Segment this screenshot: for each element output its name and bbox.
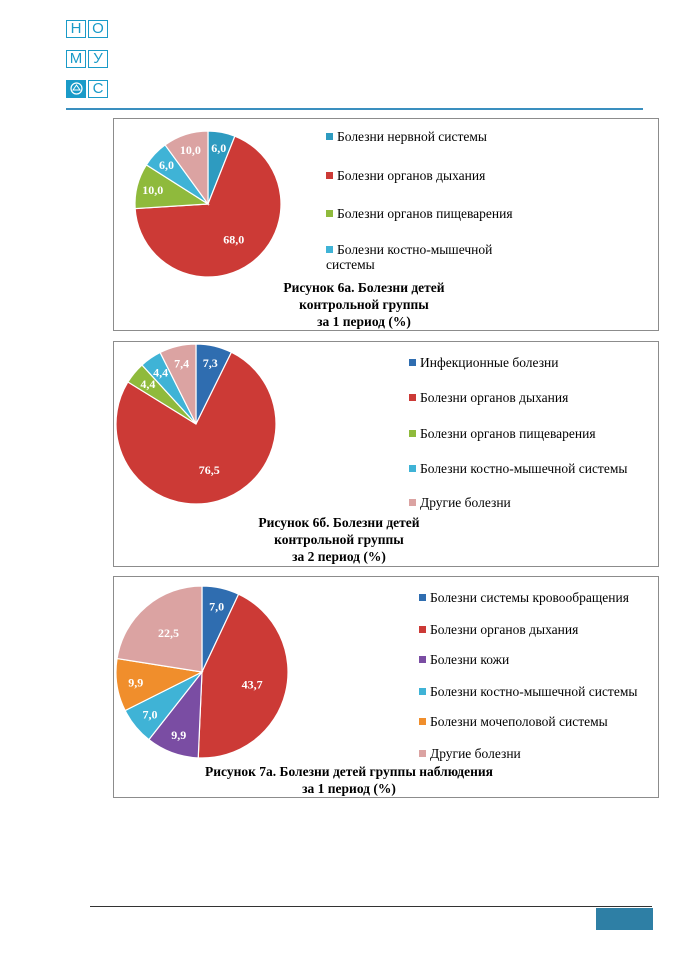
legend-item [326,206,526,221]
chart-6a-panel [113,118,659,331]
legend-swatch [409,430,416,437]
legend-item [409,495,649,510]
legend-swatch [419,718,426,725]
pie-data-label: 4,4 [153,365,169,380]
pie-data-label: 10,0 [179,142,201,157]
legend-swatch [326,246,333,253]
caption-line: Рисунок 7а. Болезни детей группы наблюдения [205,764,493,779]
caption-line: за 1 период (%) [302,781,396,796]
caption-line: Рисунок 6а. Болезни детей [283,280,445,295]
legend-label: Болезни органов дыхания [420,390,569,405]
chart-7a-panel [113,576,659,798]
chart-7a-caption [174,763,524,797]
caption-line: контрольной группы [299,297,429,312]
caption-line: Рисунок 6б. Болезни детей [258,515,420,530]
legend-item [419,684,654,699]
legend-swatch [326,172,333,179]
legend-item [419,652,654,667]
chart-6a-caption [244,279,484,330]
caption-line: за 2 период (%) [292,549,386,564]
pie-data-label: 7,3 [202,356,218,371]
legend-label: Болезни мочеполовой системы [430,714,608,729]
logo-letter: У [88,50,108,68]
legend-swatch [419,688,426,695]
legend-label: Болезни органов дыхания [430,622,579,637]
legend-label: Другие болезни [430,746,521,761]
legend-item [326,168,526,183]
legend-label: Болезни системы кровообращения [430,590,629,605]
legend-item [419,746,654,761]
legend-swatch [409,359,416,366]
caption-line: за 1 период (%) [317,314,411,329]
pie-data-label: 43,7 [241,677,263,692]
legend-swatch [419,750,426,757]
legend-item [409,355,649,370]
legend-label: Болезни костно-мышечной системы [420,461,628,476]
logo-letter: О [88,20,108,38]
logo [66,20,110,100]
legend-item [326,129,526,144]
pie-data-label: 6,0 [159,158,174,172]
pie-data-label: 7,0 [142,707,158,722]
legend-label: Болезни костно-мышечной системы [430,684,638,699]
legend-item [409,461,649,476]
logo-letter: С [88,80,108,98]
legend-item [419,714,654,729]
pie-data-label: 9,9 [128,675,144,690]
pie-data-label: 22,5 [158,625,179,640]
legend-item [409,390,649,405]
legend-swatch [326,210,333,217]
legend-label: Болезни кожи [430,652,510,667]
footer-page-box [596,908,653,930]
caption-line: контрольной группы [274,532,404,547]
pie-data-label: 6,0 [211,141,227,156]
legend-label: Инфекционные болезни [420,355,559,370]
legend-item [326,242,526,272]
legend-label: Болезни органов дыхания [337,168,486,183]
pie-data-label: 10,0 [142,182,164,197]
pie-data-label: 4,4 [140,377,156,392]
legend-item [409,426,649,441]
legend-swatch [419,626,426,633]
logo-letter: М [66,50,86,68]
legend-6b [409,342,649,568]
pie-data-label: 7,0 [209,599,225,614]
chart-6b-panel [113,341,659,567]
emblem-icon [66,80,86,98]
chart-6b-caption [234,514,444,565]
legend-swatch [409,499,416,506]
legend-swatch [409,465,416,472]
legend-swatch [326,133,333,140]
legend-label: Другие болезни [420,495,511,510]
logo-letter: Н [66,20,86,38]
legend-swatch [419,656,426,663]
pie-data-label: 7,4 [174,356,190,371]
pie-data-label: 76,5 [198,463,220,478]
legend-item [419,622,654,637]
legend-label: Болезни органов пищеварения [337,206,513,221]
legend-label: Болезни нервной системы [337,129,488,144]
pie-data-label: 9,9 [171,727,187,742]
footer-divider [90,906,652,907]
legend-swatch [419,594,426,601]
pie-data-label: 68,0 [223,232,245,247]
legend-swatch [409,394,416,401]
legend-item [419,590,654,605]
header-divider [66,108,643,110]
legend-label: Болезни органов пищеварения [420,426,596,441]
legend-label: Болезни костно-мышечной системы [326,242,493,272]
